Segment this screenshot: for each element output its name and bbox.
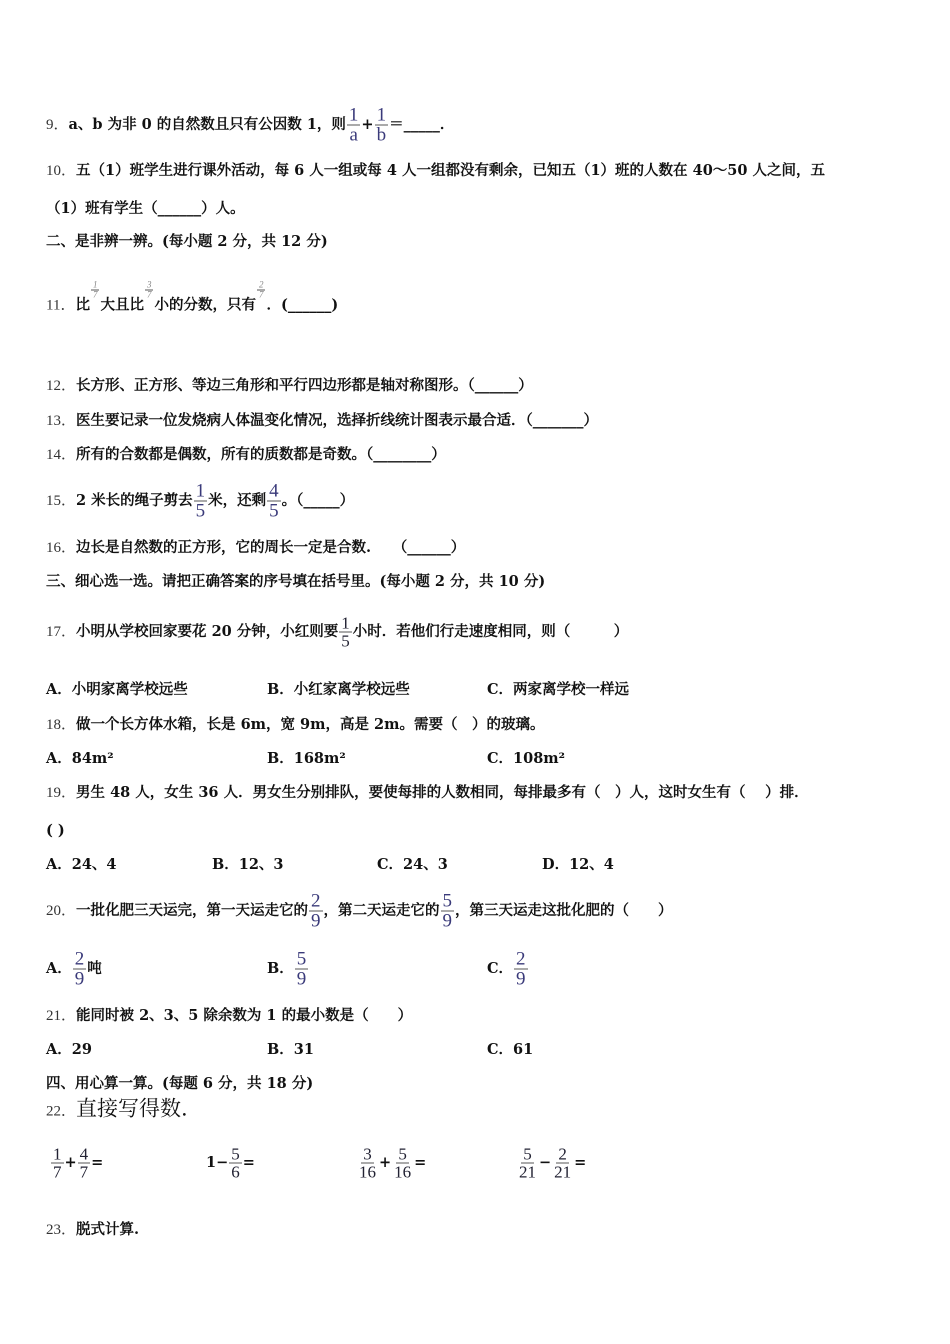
fraction xyxy=(73,950,87,989)
text-run: 比 xyxy=(75,296,90,314)
numerator: 1 xyxy=(341,613,350,633)
fraction xyxy=(51,1146,64,1181)
question-number: 20． xyxy=(46,903,77,919)
question-line xyxy=(46,482,354,521)
question-line xyxy=(46,281,338,316)
question-number: 16． xyxy=(46,540,77,556)
fraction xyxy=(357,1146,378,1181)
fraction xyxy=(514,950,528,989)
text-run: （1）班有学生（______）人。 xyxy=(46,200,245,217)
text-run: D．12、4 xyxy=(542,856,614,873)
question-number: 21． xyxy=(46,1008,77,1024)
denominator: 21 xyxy=(519,1162,536,1182)
answer-option xyxy=(267,1040,314,1060)
question-number: 23． xyxy=(46,1222,77,1238)
text-run: 二、是非辨一辨。(每小题 2 分，共 12 分) xyxy=(46,233,328,250)
question-number: 13． xyxy=(46,413,77,429)
answer-options xyxy=(46,739,926,779)
text-run: 医生要记录一位发烧病人体温变化情况，选择折线统计图表示最合适．（_______） xyxy=(76,412,599,429)
text-run: 边长是自然数的正方形，它的周长一定是合数. （______） xyxy=(76,539,466,556)
text-run: B． xyxy=(267,960,294,977)
denominator: 9 xyxy=(516,968,526,990)
question-line xyxy=(46,538,465,558)
text-run: 。（_____） xyxy=(281,492,355,509)
calculation-item xyxy=(50,1146,103,1181)
section-heading: 直接写得数. xyxy=(76,1096,188,1121)
text-run: − xyxy=(539,1154,552,1171)
numerator: 1 xyxy=(92,279,98,290)
fraction xyxy=(78,1146,91,1181)
fraction xyxy=(339,615,352,650)
text-run: 所有的合数都是偶数，所有的质数都是奇数。（________） xyxy=(76,446,446,463)
question-line xyxy=(46,821,65,841)
question-line xyxy=(46,615,628,650)
question-line xyxy=(46,715,544,735)
denominator: b xyxy=(376,124,387,146)
numerator: 1 xyxy=(348,104,359,126)
denominator: 9 xyxy=(442,910,453,932)
numerator: 2 xyxy=(311,890,321,912)
question-number: 15． xyxy=(46,493,77,509)
denominator: 21 xyxy=(554,1162,572,1182)
text-run: C．61 xyxy=(487,1041,534,1058)
denominator: 5 xyxy=(269,500,279,522)
denominator: 7 xyxy=(53,1162,62,1182)
text-run: ＝_____． xyxy=(389,116,455,133)
question-line xyxy=(46,199,245,219)
question-number: 22． xyxy=(46,1103,77,1120)
text-run: = xyxy=(414,1154,427,1171)
question-line xyxy=(46,1006,412,1026)
numerator: 5 xyxy=(398,1144,407,1164)
question-number: 18． xyxy=(46,717,77,733)
question-line xyxy=(46,411,598,431)
text-run: C．24、3 xyxy=(377,856,448,873)
text-run: ( ) xyxy=(46,822,65,839)
denominator: 9 xyxy=(74,968,85,990)
question-line xyxy=(46,161,825,181)
text-run: A．24、4 xyxy=(46,856,117,873)
numerator: 5 xyxy=(523,1144,532,1164)
fraction xyxy=(295,950,309,989)
calculation-item xyxy=(206,1146,255,1181)
numerator: 5 xyxy=(231,1144,240,1164)
text-run: ，第二天运走它的 xyxy=(323,902,440,919)
fraction xyxy=(375,106,389,145)
numerator: 3 xyxy=(146,279,152,290)
text-run: = xyxy=(91,1154,104,1171)
text-run: A．小明家离学校远些 xyxy=(46,681,188,698)
fraction xyxy=(392,1146,413,1181)
answer-option xyxy=(46,680,188,700)
text-run: A．84m² xyxy=(46,750,114,767)
answer-option xyxy=(542,855,614,875)
text-run: 小时．若他们行走速度相同，则（ ） xyxy=(352,623,629,640)
text-run: 1− xyxy=(206,1154,229,1171)
text-run: 三、细心选一选。请把正确答案的序号填在括号里。(每小题 2 分，共 10 分) xyxy=(46,573,546,590)
question-number: 12． xyxy=(46,378,77,394)
answer-option xyxy=(487,749,565,769)
text-run: 吨 xyxy=(87,960,102,977)
text-run: + xyxy=(64,1154,77,1171)
text-run: 小的分数，只有 xyxy=(154,296,256,314)
numerator: 1 xyxy=(195,480,206,502)
answer-option xyxy=(267,680,410,700)
denominator: 7 xyxy=(146,289,152,300)
text-run: 2 米长的绳子剪去 xyxy=(76,492,193,509)
text-run: C．108m² xyxy=(487,750,566,767)
numerator: 2 xyxy=(558,1144,567,1164)
text-run: 能同时被 2、3、5 除余数为 1 的最小数是（ ） xyxy=(76,1007,413,1024)
calculation-item xyxy=(356,1146,426,1181)
question-number: 11． xyxy=(46,297,76,314)
fraction xyxy=(91,281,100,300)
text-run: 四、用心算一算。(每题 6 分，共 18 分) xyxy=(46,1075,314,1092)
denominator: a xyxy=(349,124,358,146)
text-run: 一批化肥三天运完，第一天运走它的 xyxy=(76,902,309,919)
question-line xyxy=(46,783,809,803)
text-run: 男生 48 人，女生 36 人．男女生分别排队，要使每排的人数相同，每排最多有（ ）人，这时女生有（ ）排． xyxy=(76,784,809,801)
answer-option xyxy=(212,855,284,875)
denominator: 6 xyxy=(231,1162,240,1182)
answer-option xyxy=(377,855,448,875)
text-run: a、b 为非 0 的自然数且只有公因数 1，则 xyxy=(68,116,346,133)
question-line xyxy=(46,572,545,592)
question-line xyxy=(46,1074,313,1094)
text-run: B．12、3 xyxy=(212,856,284,873)
fraction xyxy=(229,1146,242,1181)
answer-option xyxy=(46,1040,92,1060)
text-run: B．小红家离学校远些 xyxy=(267,681,410,698)
answer-option xyxy=(487,1040,533,1060)
numerator: 4 xyxy=(79,1144,89,1164)
denominator: 7 xyxy=(79,1162,89,1182)
fraction xyxy=(194,482,208,521)
answer-options xyxy=(46,845,926,885)
text-run: ，第三天运走这批化肥的（ ） xyxy=(455,902,673,919)
answer-options xyxy=(46,1030,926,1070)
fraction xyxy=(309,892,323,931)
text-run: 脱式计算. xyxy=(76,1221,140,1238)
answer-option xyxy=(46,749,114,769)
text-run: C．两家离学校一样远 xyxy=(487,681,630,698)
text-run: ．(______) xyxy=(266,296,339,314)
denominator: 5 xyxy=(341,631,350,651)
answer-option xyxy=(267,950,309,989)
question-line xyxy=(46,1220,139,1240)
answer-option xyxy=(46,950,102,989)
text-run: 小明从学校回家要花 20 分钟，小红则要 xyxy=(76,623,339,640)
numerator: 1 xyxy=(376,104,387,126)
question-line xyxy=(46,1096,188,1122)
fraction xyxy=(257,281,266,300)
fraction xyxy=(145,281,154,300)
answer-options xyxy=(46,949,926,989)
text-run: 长方形、正方形、等边三角形和平行四边形都是轴对称图形。（______） xyxy=(76,377,533,394)
question-line xyxy=(46,376,533,396)
denominator: 16 xyxy=(394,1162,412,1182)
text-run: 大且比 xyxy=(100,296,144,314)
numerator: 3 xyxy=(363,1144,372,1164)
fraction xyxy=(552,1146,573,1181)
fraction xyxy=(441,892,455,931)
question-number: 17． xyxy=(46,624,77,640)
answer-option xyxy=(267,749,346,769)
question-line xyxy=(46,445,446,465)
denominator: 7 xyxy=(258,289,264,300)
calculation-item xyxy=(516,1146,586,1181)
question-line xyxy=(46,106,454,145)
fraction xyxy=(517,1146,538,1181)
numerator: 5 xyxy=(442,890,453,912)
text-run: = xyxy=(574,1154,587,1171)
text-run: + xyxy=(379,1154,392,1171)
numerator: 2 xyxy=(74,948,85,970)
denominator: 9 xyxy=(311,910,321,932)
text-run: B．168m² xyxy=(267,750,346,767)
numerator: 1 xyxy=(53,1144,62,1164)
denominator: 16 xyxy=(359,1162,376,1182)
denominator: 5 xyxy=(195,500,206,522)
numerator: 5 xyxy=(296,948,307,970)
question-number: 19． xyxy=(46,785,77,801)
denominator: 9 xyxy=(296,968,307,990)
numerator: 2 xyxy=(258,279,264,290)
answer-option xyxy=(46,855,117,875)
answer-option xyxy=(487,950,529,989)
answer-options xyxy=(46,670,926,710)
answer-option xyxy=(487,680,629,700)
text-run: + xyxy=(361,116,374,133)
fraction xyxy=(347,106,361,145)
text-run: 五（1）班学生进行课外活动，每 6 人一组或每 4 人一组都没有剩余，已知五（1）班的人数在 40～50 人之间，五 xyxy=(76,162,826,179)
numerator: 2 xyxy=(516,948,526,970)
text-run: C． xyxy=(487,960,514,977)
fraction xyxy=(267,482,281,521)
text-run: 米，还剩 xyxy=(208,492,267,509)
text-run: B．31 xyxy=(267,1041,314,1058)
question-line xyxy=(46,232,328,252)
text-run: = xyxy=(242,1154,255,1171)
question-number: 9． xyxy=(46,117,69,133)
denominator: 7 xyxy=(92,289,98,300)
text-run: A．29 xyxy=(46,1041,92,1058)
question-number: 10． xyxy=(46,163,77,179)
question-line xyxy=(46,892,673,931)
text-run: A． xyxy=(46,960,72,977)
text-run: 做一个长方体水箱，长是 6m，宽 9m，高是 2m。需要（ ）的玻璃。 xyxy=(76,716,545,733)
answer-options xyxy=(46,1143,926,1183)
numerator: 4 xyxy=(269,480,279,502)
question-number: 14． xyxy=(46,447,77,463)
